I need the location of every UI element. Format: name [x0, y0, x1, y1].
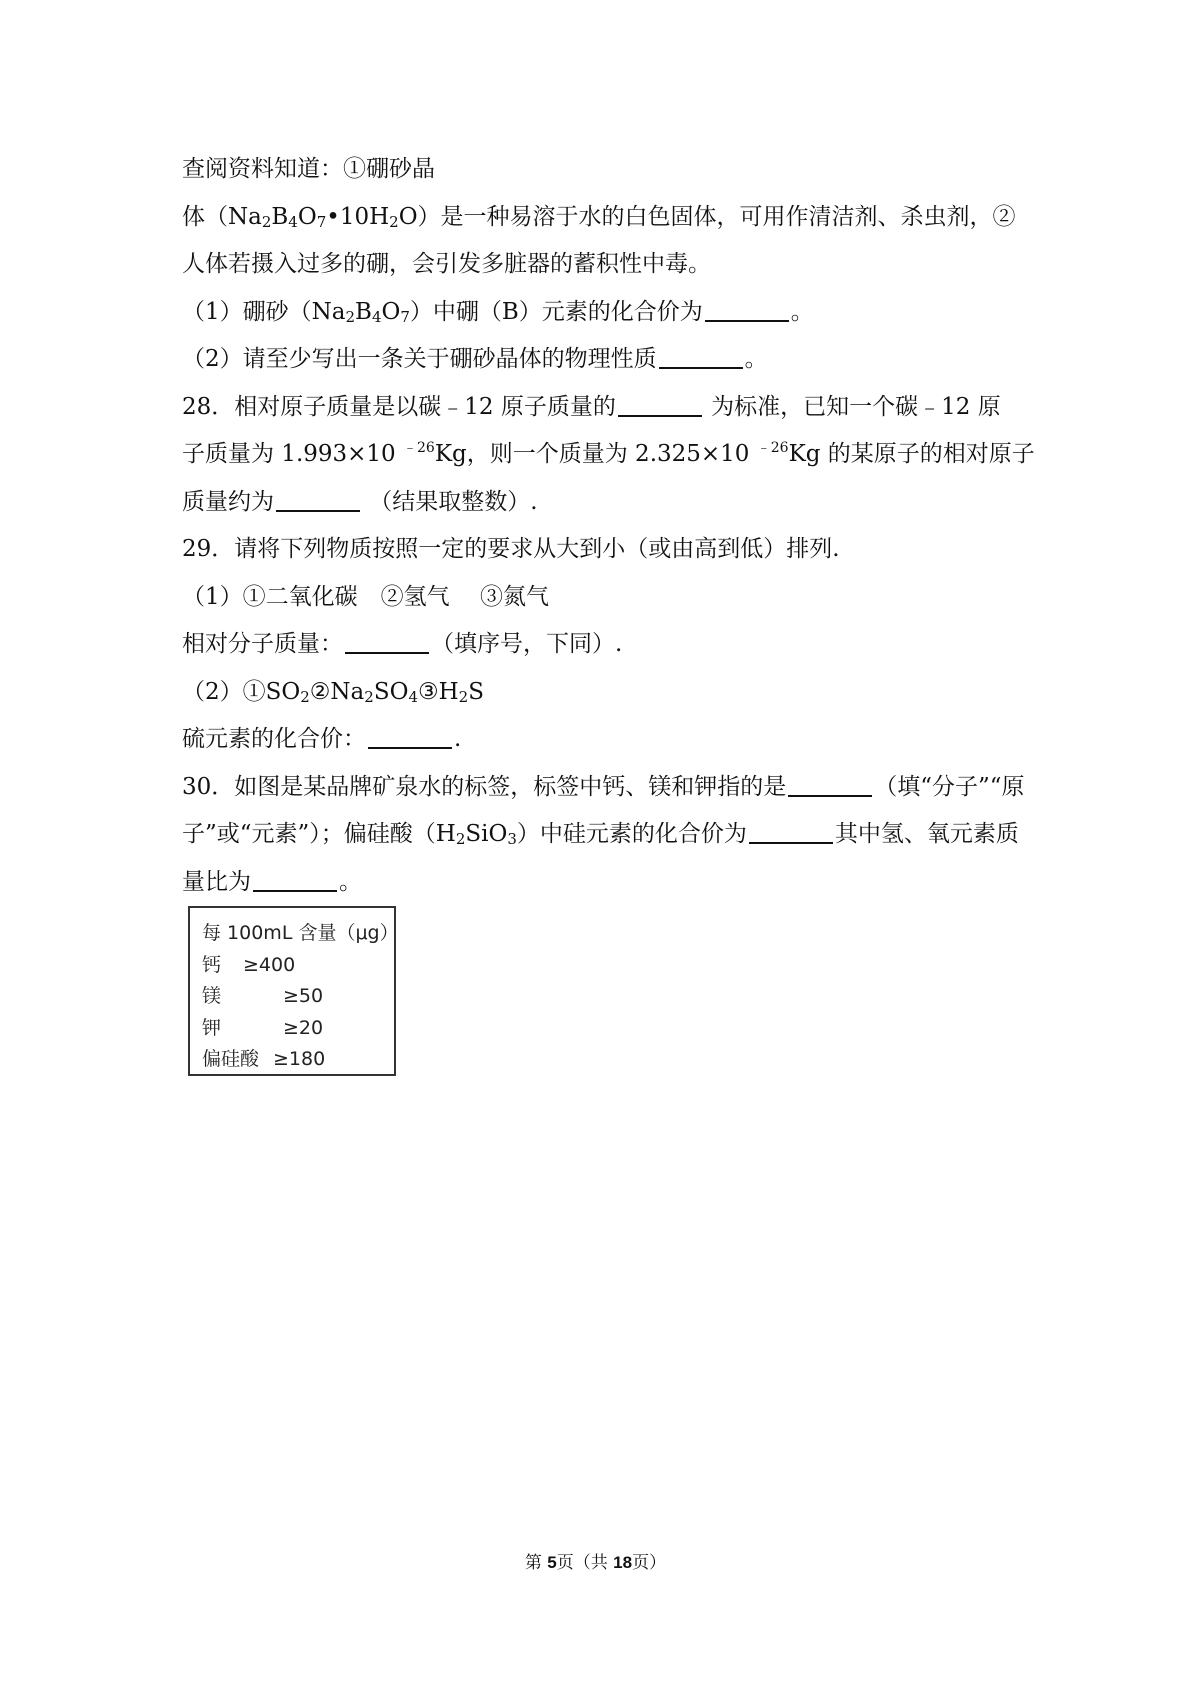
text-line: 质量约为 （结果取整数）.	[182, 479, 1022, 527]
question-29: 29．请将下列物质按照一定的要求从大到小（或由高到低）排列.	[182, 536, 840, 562]
page-number: 5	[547, 1553, 557, 1572]
text-line: 子质量为 1.993×10 $^{﹣26}$Kg，则一个质量为 2.325×10 $^{﹣26}$Kg 的某原子的相对原子	[182, 440, 1035, 467]
text-line: 量比为 。	[182, 859, 1022, 907]
text-line: 相对分子质量： （填序号，下同）.	[182, 621, 1022, 669]
label-row-potassium: 钾 ≥20	[202, 1016, 324, 1039]
answer-blank[interactable]	[705, 296, 789, 322]
text-line: 人体若摄入过多的硼，会引发多脏器的蓄积性中毒。	[182, 251, 711, 277]
page-footer: 第 5页（共 18页）	[524, 1553, 667, 1573]
text-line: 子”或“元素”）；偏硅酸$(H_2SiO_3)$中硅元素的化合价为 其中氢、氧元素质	[182, 811, 1022, 859]
sub-question-2: $(2)①SO_2②Na_2SO_4③H_2S$	[182, 678, 484, 706]
answer-blank[interactable]	[345, 628, 429, 654]
answer-blank[interactable]	[253, 866, 337, 892]
answer-blank[interactable]	[368, 723, 452, 749]
question-text	[182, 146, 1035, 906]
question-28: 28．相对原子质量是以碳﹣12 原子质量的 为标准，已知一个碳﹣12 原	[182, 384, 1022, 432]
question-30: 30．如图是某品牌矿泉水的标签，标签中钙、镁和钾指的是 （填“分子”“原	[182, 764, 1022, 812]
page-total: 18	[613, 1553, 633, 1572]
sub-question-2: （2）请至少写出一条关于硼砂晶体的物理性质 。	[182, 336, 1022, 384]
sub-question-1: （1）硼砂$(Na_2B_4O_7)$中硼（B）元素的化合价为 。	[182, 289, 1022, 337]
label-row-magnesium: 镁 ≥50	[202, 985, 324, 1007]
text-line: 体$(Na_2B_4O_7•10H_2O)$是一种易溶于水的白色固体，可用作清洁剂、杀虫剂，②	[182, 203, 1016, 231]
sub-question-1: （1）①二氧化碳 ②氢气 ③氮气	[182, 583, 549, 610]
label-row-metasilicic-acid: 偏硅酸 ≥180	[202, 1048, 326, 1070]
text-line: 硫元素的化合价： .	[182, 716, 1022, 764]
answer-blank[interactable]	[659, 343, 743, 369]
answer-blank[interactable]	[618, 391, 702, 417]
label-row-calcium: 钙 ≥400	[202, 953, 296, 976]
answer-blank[interactable]	[788, 771, 872, 797]
mineral-water-label	[188, 906, 399, 1076]
label-header: 每 100mL 含量（μg）	[202, 922, 399, 944]
text-line: 查阅资料知道：①硼砂晶	[182, 156, 435, 182]
answer-blank[interactable]	[276, 486, 360, 512]
answer-blank[interactable]	[749, 818, 833, 844]
